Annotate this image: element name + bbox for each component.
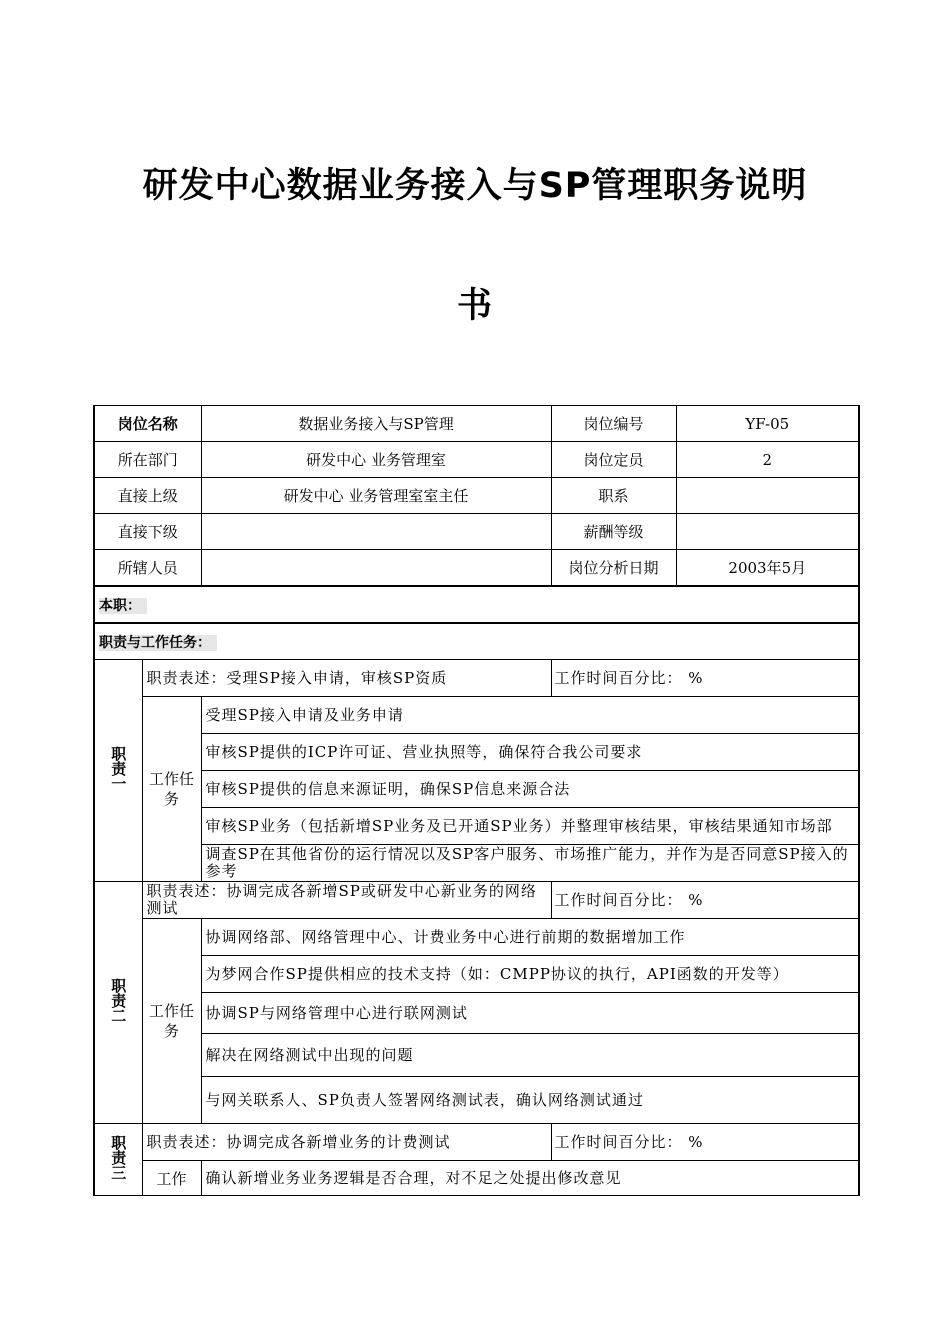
duty1-label: 职责一 (94, 660, 142, 882)
superior-value: 研发中心 业务管理室室主任 (201, 478, 551, 514)
row-department (94, 442, 859, 478)
duty2-task-row (94, 956, 859, 993)
headcount-label: 岗位定员 (551, 442, 676, 478)
duty3-time-percent: 工作时间百分比： % (551, 1124, 859, 1161)
duty3-task-row (94, 1161, 859, 1196)
job-description-table (93, 405, 860, 1196)
staff-value (201, 550, 551, 587)
subordinate-label: 直接下级 (94, 514, 201, 550)
duty1-task-2: 审核SP提供的ICP许可证、营业执照等，确保符合我公司要求 (201, 734, 859, 771)
series-value (676, 478, 859, 514)
duty2-task-5: 与网关联系人、SP负责人签署网络测试表，确认网络测试通过 (201, 1077, 859, 1124)
row-staff (94, 550, 859, 587)
document-title-line1: 研发中心数据业务接入与SP管理职务说明 (142, 166, 808, 206)
row-superior (94, 478, 859, 514)
duty1-task-label: 工作任务 (142, 697, 201, 882)
duty1-task-1: 受理SP接入申请及业务申请 (201, 697, 859, 734)
duty2-task-row (94, 1034, 859, 1077)
duty3-task-1: 确认新增业务业务逻辑是否合理，对不足之处提出修改意见 (201, 1161, 859, 1196)
duty1-time-percent: 工作时间百分比： % (551, 660, 859, 697)
position-code-value: YF-05 (676, 406, 859, 442)
headcount-value: 2 (676, 442, 859, 478)
duty2-task-row (94, 919, 859, 956)
analysis-date-label: 岗位分析日期 (551, 550, 676, 587)
duty2-task-label: 工作任务 (142, 919, 201, 1124)
duty3-task-label: 工作 (142, 1161, 201, 1196)
document-title-line2: 书 (456, 286, 493, 326)
row-tasks-header (94, 623, 859, 660)
duty2-task-2: 为梦网合作SP提供相应的技术支持（如：CMPP协议的执行，API函数的开发等） (201, 956, 859, 993)
row-position-name (94, 406, 859, 442)
duty1-task-row (94, 808, 859, 845)
duty1-task-5: 调查SP在其他省份的运行情况以及SP客户服务、市场推广能力，并作为是否同意SP接入的参考 (201, 845, 859, 882)
analysis-date-value: 2003年5月 (676, 550, 859, 587)
duty2-task-row (94, 993, 859, 1034)
main-duty-label: 本职： (99, 598, 147, 614)
duty1-task-row (94, 697, 859, 734)
department-label: 所在部门 (94, 442, 201, 478)
duty2-desc-row (94, 882, 859, 919)
position-name-label: 岗位名称 (94, 406, 201, 442)
duty1-task-row (94, 734, 859, 771)
department-value: 研发中心 业务管理室 (201, 442, 551, 478)
duty2-label: 职责二 (94, 882, 142, 1124)
salary-value (676, 514, 859, 550)
duty1-desc-row (94, 660, 859, 697)
superior-label: 直接上级 (94, 478, 201, 514)
row-main-duty (94, 586, 859, 623)
duty1-task-row (94, 845, 859, 882)
row-subordinate (94, 514, 859, 550)
duty2-task-3: 协调SP与网络管理中心进行联网测试 (201, 993, 859, 1034)
duty1-task-4: 审核SP业务（包括新增SP业务及已开通SP业务）并整理审核结果，审核结果通知市场部 (201, 808, 859, 845)
staff-label: 所辖人员 (94, 550, 201, 587)
subordinate-value (201, 514, 551, 550)
duty2-task-row (94, 1077, 859, 1124)
duty1-task-row (94, 771, 859, 808)
salary-label: 薪酬等级 (551, 514, 676, 550)
duty3-desc-row (94, 1124, 859, 1161)
duty2-description: 职责表述：协调完成各新增SP或研发中心新业务的网络测试 (142, 882, 551, 919)
duty1-description: 职责表述：受理SP接入申请，审核SP资质 (142, 660, 551, 697)
position-name-value: 数据业务接入与SP管理 (201, 406, 551, 442)
duty3-description: 职责表述：协调完成各新增业务的计费测试 (142, 1124, 551, 1161)
duty3-label: 职责三 (94, 1124, 142, 1196)
duty1-task-3: 审核SP提供的信息来源证明，确保SP信息来源合法 (201, 771, 859, 808)
series-label: 职系 (551, 478, 676, 514)
position-code-label: 岗位编号 (551, 406, 676, 442)
duty2-task-1: 协调网络部、网络管理中心、计费业务中心进行前期的数据增加工作 (201, 919, 859, 956)
duty2-task-4: 解决在网络测试中出现的问题 (201, 1034, 859, 1077)
tasks-header-label: 职责与工作任务： (99, 635, 217, 651)
duty2-time-percent: 工作时间百分比： % (551, 882, 859, 919)
